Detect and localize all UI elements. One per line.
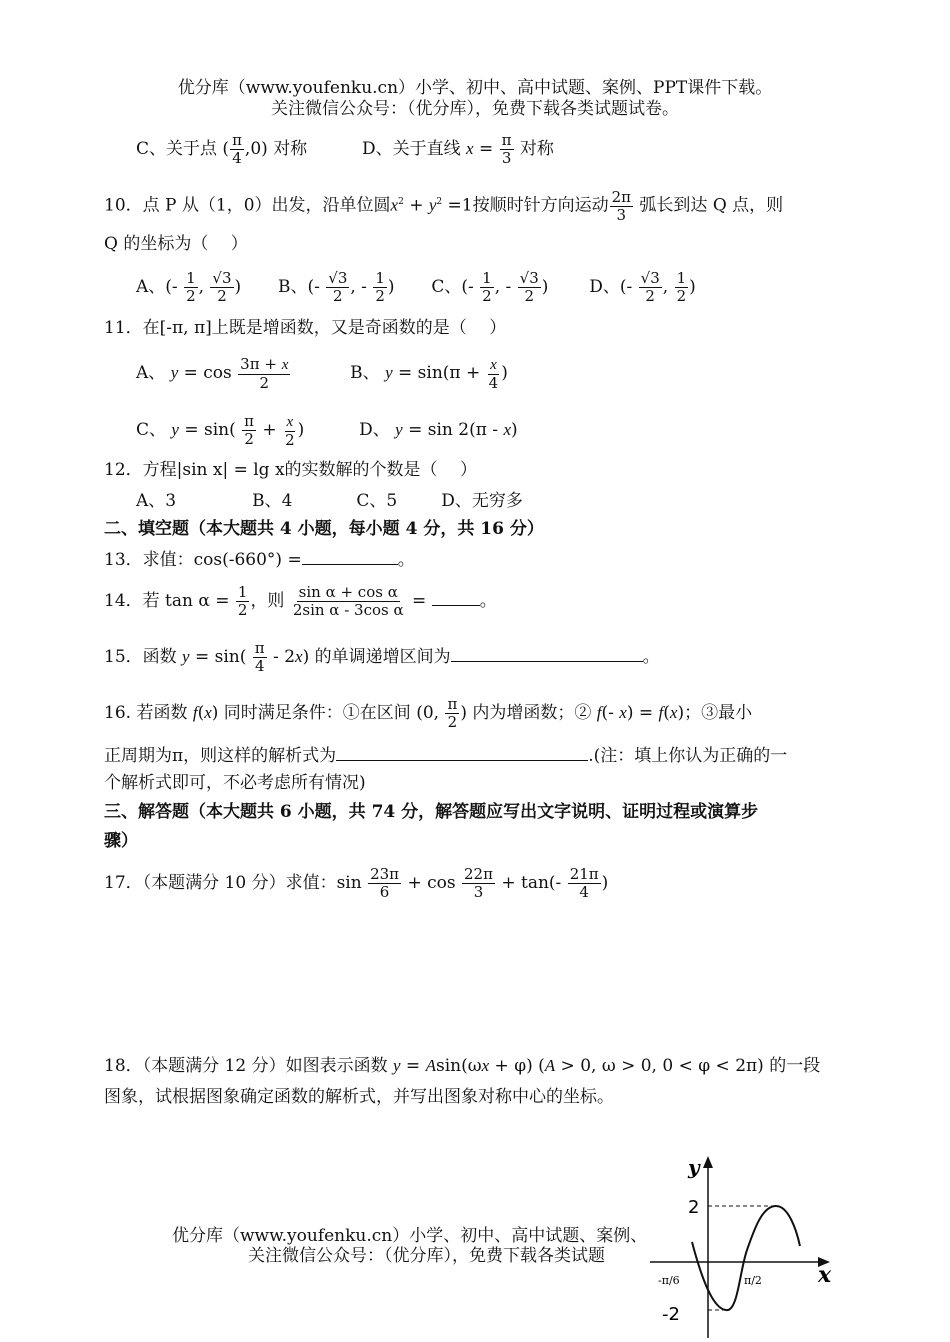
q10-line2: Q 的坐标为（ ）	[104, 234, 248, 254]
q16-line2-text: 正周期为π，则这样的解析式为	[104, 746, 337, 766]
q9-option-c	[136, 132, 307, 167]
q14-blank[interactable]	[432, 589, 480, 606]
q14: 14．若 tan α = $\frac{1}{2}$ ，则 $\frac{\text{sin α + cos α}}{\text{2sin α - 3cos α}}$ = 。	[104, 583, 497, 619]
q10-option-c: C、(- $\frac{1}{2}$ , - $\frac{√3}{2}$ )	[431, 269, 549, 305]
q17-lead: 17．（本题满分 10 分）求值：	[104, 873, 337, 893]
q18-line1: 18．（本题满分 12 分）如图表示函数 y = Asin(ωx + φ) (A > 0, ω > 0, 0 < φ < 2π) 的一段	[104, 1056, 821, 1076]
q11-option-c: C、 y = sin( $\frac{\pi}{2}$ + $\frac{x}{2}$ )	[136, 412, 305, 449]
q9-c-point: ( $\frac{\pi}{4}$ ,0)	[222, 131, 268, 167]
q10-mid: 按顺时针方向运动	[472, 195, 609, 216]
section-3-title-line2: 骤）	[104, 831, 138, 851]
y-max-label: 2	[688, 1197, 700, 1218]
footer-line-2: 关注微信公众号：（优分库），免费下载各类试题	[248, 1246, 605, 1266]
q17: 17．（本题满分 10 分）求值：sin $\frac{23\pi}{6}$ + cos $\frac{22\pi}{3}$ + tan(- $\frac{21\pi}{4}$ )	[104, 865, 609, 901]
q9-c-tail: 对称	[273, 139, 308, 159]
q10-option-b: B、(- $\frac{√3}{2}$ , - $\frac{1}{2}$ )	[277, 269, 395, 305]
q14-end: 。	[479, 591, 497, 611]
section-2-title: 二、填空题（本大题共 4 小题，每小题 4 分，共 16 分）	[104, 519, 544, 539]
q18-line2: 图象，试根据图象确定函数的解析式，并写出图象对称中心的坐标。	[104, 1087, 614, 1107]
q9-option-d	[362, 132, 554, 167]
y-min-label: -2	[662, 1304, 680, 1325]
q16-line2-end: .(注：填上你认为正确的一	[588, 746, 788, 766]
q11-stem: 11．在[-π, π]上既是增函数，又是奇函数的是（ ）	[104, 318, 507, 338]
sine-graph	[648, 1150, 850, 1340]
q12-option-a: A、3	[136, 491, 177, 511]
q10-option-a: A、(- $\frac{1}{2}$ , $\frac{√3}{2}$ )	[136, 269, 242, 305]
q11-options-row1	[136, 348, 508, 398]
q11-option-a: A、 y = cos $\frac{3\pi + x}{2}$	[136, 354, 289, 392]
q9-d-line: x = $\frac{\pi}{3}$	[466, 131, 512, 167]
q9-c-label: C、关于点	[136, 139, 218, 159]
q11-option-b: B、 y = sin(π + $\frac{x}{4}$ )	[350, 356, 508, 392]
q16-blank[interactable]	[336, 744, 588, 761]
q12-option-c: C、5	[356, 491, 398, 511]
y-axis-arrow-icon	[703, 1156, 713, 1168]
q16-line2	[104, 744, 787, 766]
q11-options-row2	[136, 406, 518, 454]
q10-stem: 10．点 P 从（1，0）出发，沿单位圆$x^2 + y^2 =1$按顺时针方向运动 $\frac{2\pi}{3}$ 弧长到达 Q 点，则	[104, 187, 784, 224]
q13-end: 。	[397, 550, 415, 570]
q12-stem: 12．方程|sin x| = lg x的实数解的个数是（ ）	[104, 460, 477, 480]
q15-blank[interactable]	[451, 645, 643, 662]
header-line-2: 关注微信公众号：（优分库），免费下载各类试题试卷。	[271, 99, 679, 119]
q10-lead: 10．点 P 从（1，0）出发，沿单位圆	[104, 195, 391, 216]
x-left-label: -π/6	[658, 1274, 680, 1287]
x-axis-label: x	[818, 1262, 832, 1288]
header-line-1: 优分库（www.youfenku.cn）小学、初中、高中试题、案例、PPT课件下载。	[177, 78, 773, 98]
q9-d-label: D、关于直线	[362, 139, 461, 159]
section-3-title-line1: 三、解答题（本大题共 6 小题，共 74 分，解答题应写出文字说明、证明过程或演算步	[104, 802, 759, 822]
x-right-label: π/2	[744, 1274, 762, 1287]
q12-option-b: B、4	[252, 491, 293, 511]
q12-options	[136, 491, 523, 511]
q12-option-d: D、无穷多	[441, 491, 523, 511]
q9-d-tail: 对称	[519, 139, 554, 159]
q13-blank[interactable]	[302, 548, 398, 565]
q10-tail: 弧长到达 Q 点，则	[639, 195, 784, 216]
q15: 15．函数 y = sin( $\frac{\pi}{4}$ - 2x) 的单调递增区间为 。	[104, 639, 660, 675]
q16-line1: 16. 若函数 f(x) 同时满足条件：①在区间 (0, $\frac{\pi}{2}$ ) 内为增函数；② f(- x) = f(x)；③最小	[104, 695, 753, 731]
q11-option-d: D、 y = sin 2(π - x)	[359, 420, 518, 440]
q13-stem: 13．求值：cos(-660°) =	[104, 550, 302, 570]
footer-line-1: 优分库（www.youfenku.cn）小学、初中、高中试题、案例、	[172, 1226, 648, 1246]
y-axis-label: y	[688, 1155, 700, 1179]
q10-options	[136, 264, 696, 310]
q10-option-d: D、(- $\frac{√3}{2}$ , $\frac{1}{2}$ )	[589, 269, 696, 305]
q15-end: 。	[642, 647, 660, 667]
q13	[104, 548, 415, 570]
q16-line3: 个解析式即可，不必考虑所有情况)	[104, 773, 366, 793]
